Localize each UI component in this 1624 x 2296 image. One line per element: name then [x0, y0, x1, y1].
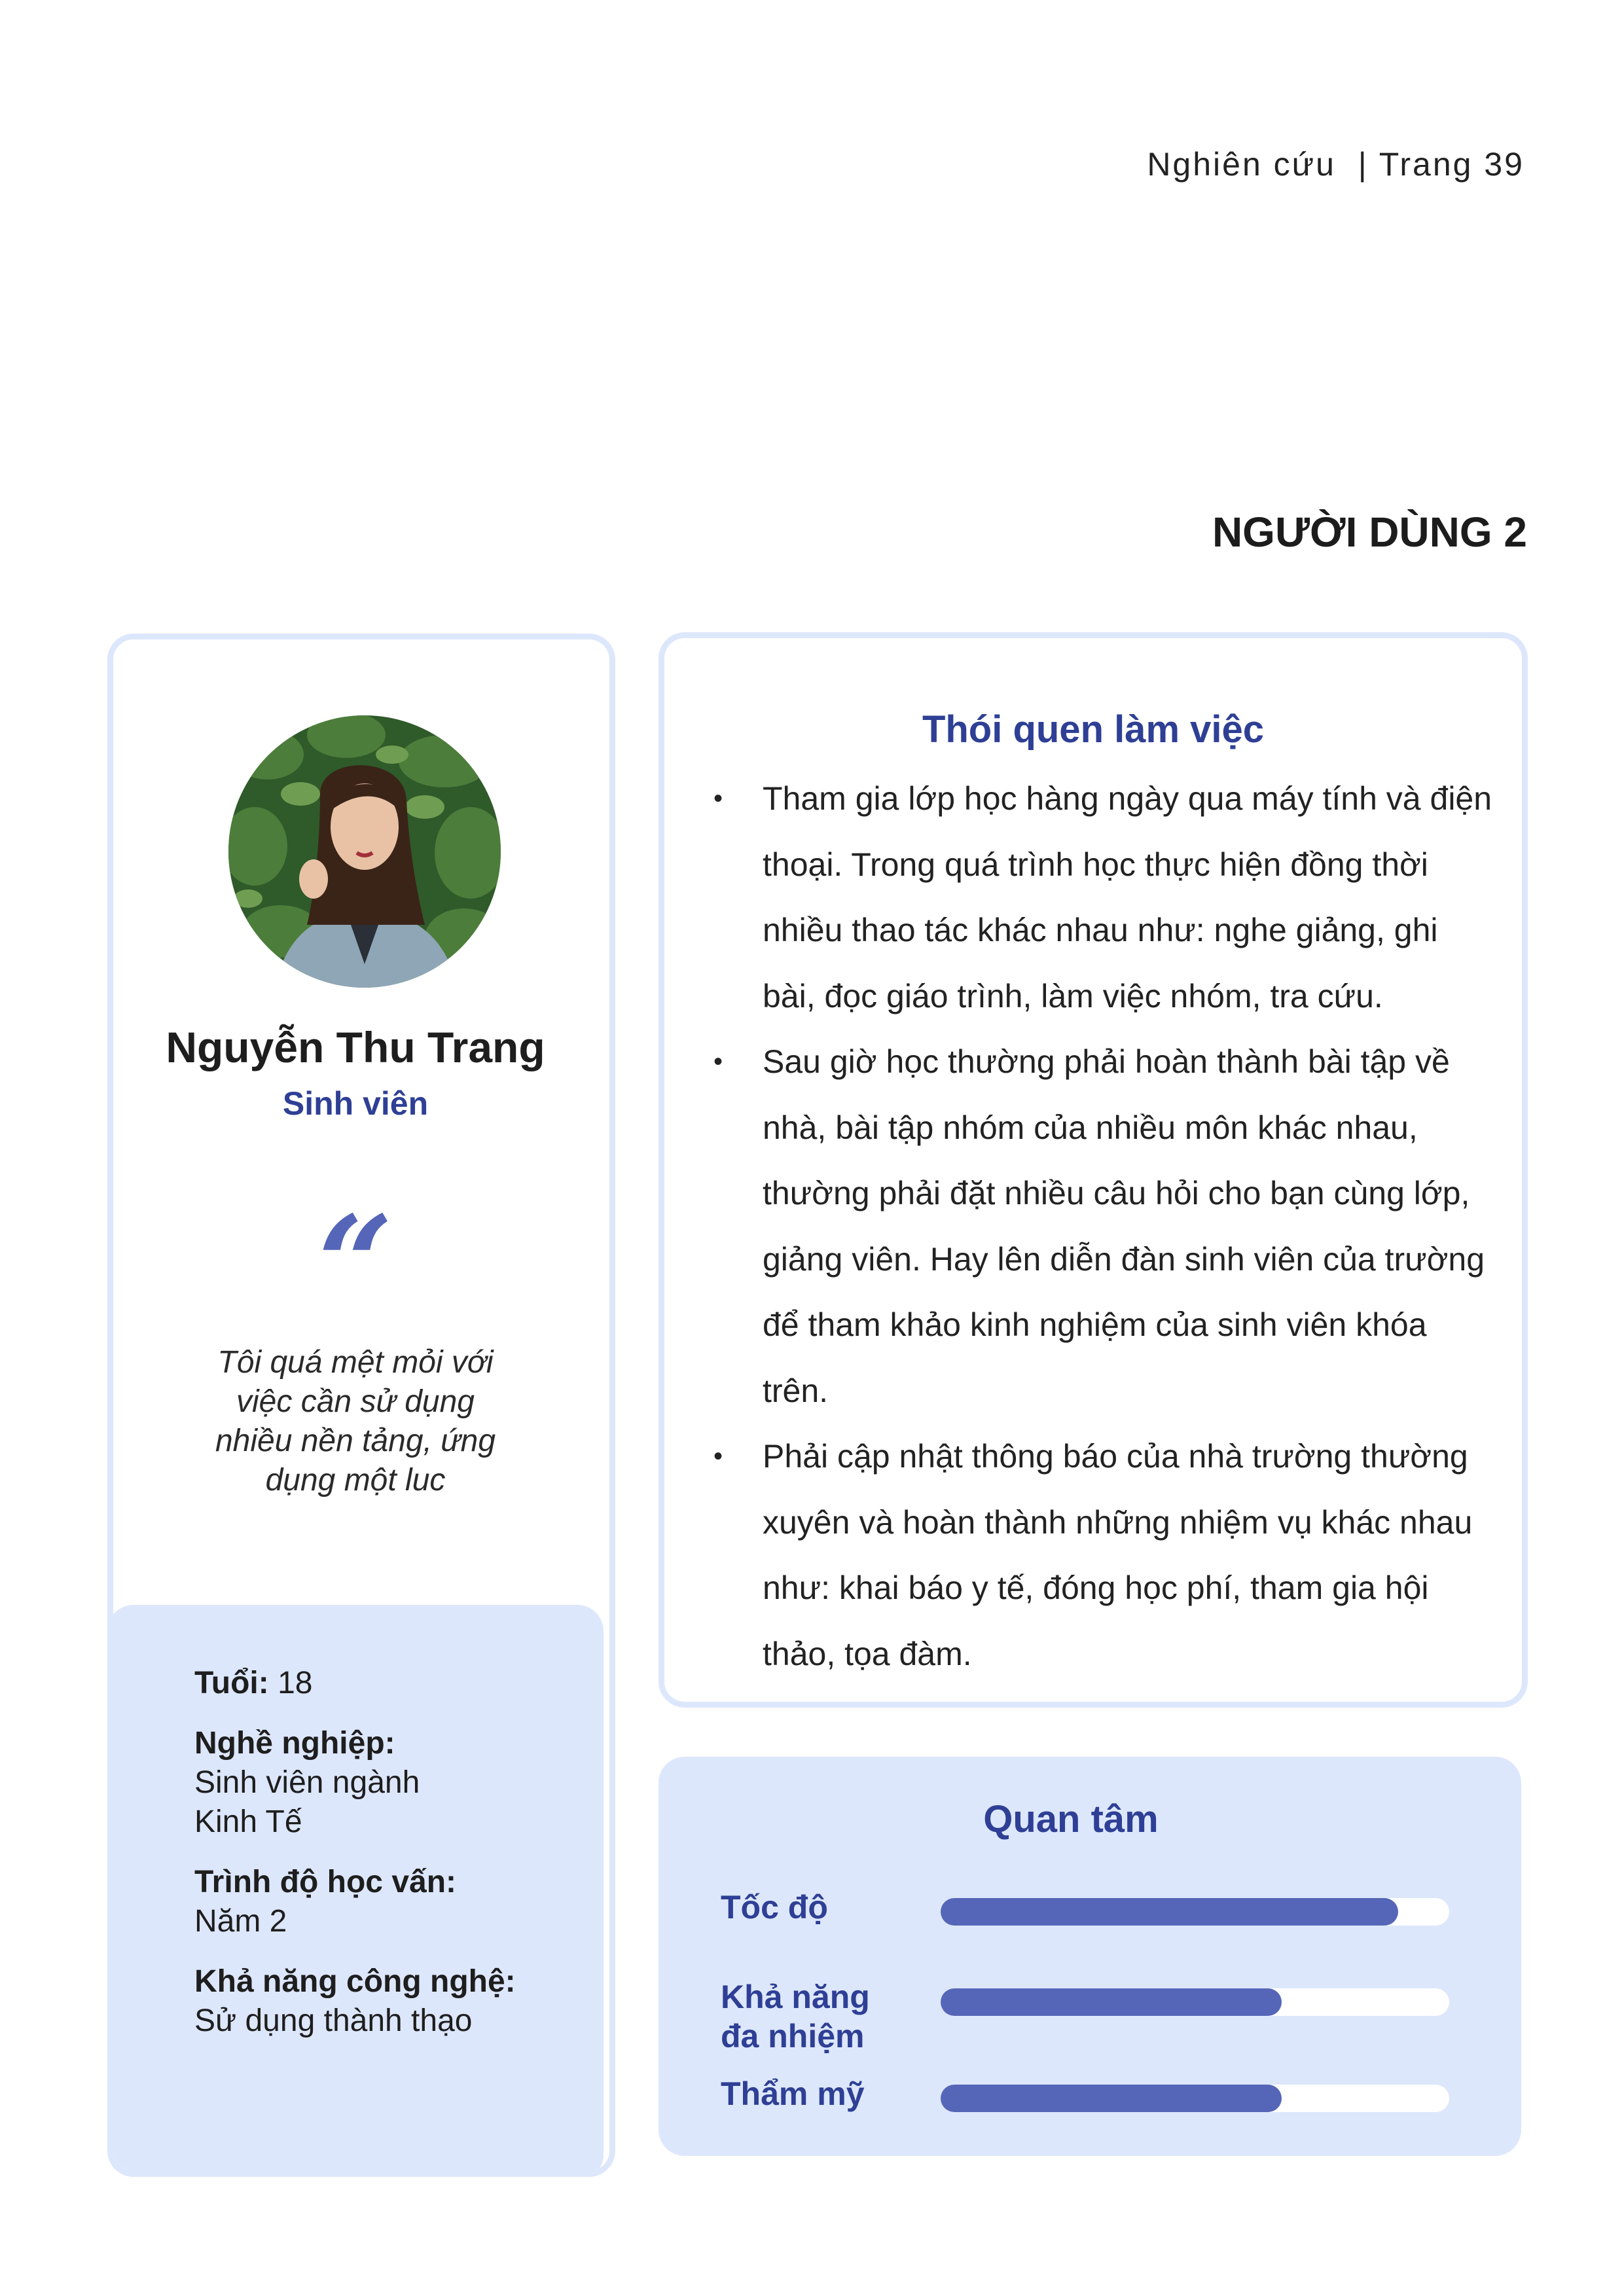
info-label: Nghề nghiệp:	[194, 1726, 395, 1761]
header-separator: |	[1358, 146, 1379, 183]
person-role: Sinh viên	[282, 1085, 429, 1122]
bullet-icon: •	[713, 1442, 723, 1471]
progress-fill	[941, 1988, 1282, 2016]
info-item-tech-skill	[194, 1962, 561, 2041]
progress-bar-speed	[941, 1898, 1449, 1926]
info-list	[194, 1664, 561, 2062]
quote-text: Tôi quá mệt mỏi với việc cần sử dụng nhiều nền tảng, ứng dụng một luc	[215, 1345, 496, 1498]
interest-label-speed: Tốc độ	[721, 1889, 828, 1926]
info-value: 18	[278, 1666, 313, 1700]
interest-card	[659, 1757, 1521, 2156]
list-item	[713, 1424, 1499, 1687]
header-page-number: Trang 39	[1379, 146, 1525, 183]
info-label: Trình độ học vấn:	[194, 1865, 457, 1899]
habits-list	[713, 766, 1499, 1687]
progress-bar-aesthetics	[941, 2085, 1449, 2112]
info-value: Năm 2	[194, 1904, 287, 1939]
habits-title: Thói quen làm việc	[922, 708, 1265, 751]
header-section: Nghiên cứu	[1147, 146, 1336, 183]
info-value: Sử dụng thành thạo	[194, 2003, 473, 2038]
interest-title: Quan tâm	[983, 1798, 1159, 1840]
section-title: NGƯỜI DÙNG 2	[1212, 509, 1527, 556]
list-item-text: Sau giờ học thường phải hoàn thành bài tập về nhà, bài tập nhóm của nhiều môn khác nhau, thường phải đặt nhiều câu hỏi cho bạn cùng lớp, giảng viên. Hay lên diễn đàn sinh viên của trường để tham khảo kinh nghiệm của sinh viên khóa trên.	[763, 1043, 1485, 1409]
avatar-photo	[228, 715, 501, 988]
list-item	[713, 766, 1499, 1029]
info-item-education	[194, 1863, 561, 1941]
progress-fill	[941, 1898, 1398, 1926]
list-item-text: Tham gia lớp học hàng ngày qua máy tính và điện thoại. Trong quá trình học thực hiện đồng thời nhiều thao tác khác nhau như: nghe giảng, ghi bài, đọc giáo trình, làm việc nhóm, tra cứu.	[763, 780, 1492, 1014]
info-item-occupation	[194, 1724, 561, 1842]
info-value: Sinh viên ngành Kinh Tế	[194, 1765, 420, 1839]
list-item-text: Phải cập nhật thông báo của nhà trường thường xuyên và hoàn thành những nhiệm vụ khác nhau như: khai báo y tế, đóng học phí, tham gia hội thảo, tọa đàm.	[763, 1438, 1473, 1672]
progress-fill	[941, 2085, 1282, 2112]
habits-card	[659, 632, 1528, 1708]
quote-icon: “	[317, 1187, 393, 1341]
interest-label-multitask: Khả năng đa nhiệm	[721, 1979, 870, 2054]
info-panel	[107, 1605, 604, 2177]
list-item	[713, 1029, 1499, 1424]
bullet-icon: •	[713, 1047, 723, 1076]
progress-bar-multitask	[941, 1988, 1449, 2016]
interest-label-aesthetics: Thẩm mỹ	[721, 2075, 865, 2112]
info-item-age	[194, 1664, 561, 1703]
person-name: Nguyễn Thu Trang	[166, 1023, 545, 1071]
info-label: Khả năng công nghệ:	[194, 1964, 516, 1999]
bullet-icon: •	[713, 784, 723, 813]
page-header	[1147, 145, 1525, 183]
profile-card	[107, 634, 615, 2177]
avatar	[228, 715, 501, 988]
info-label: Tuổi:	[194, 1666, 269, 1700]
